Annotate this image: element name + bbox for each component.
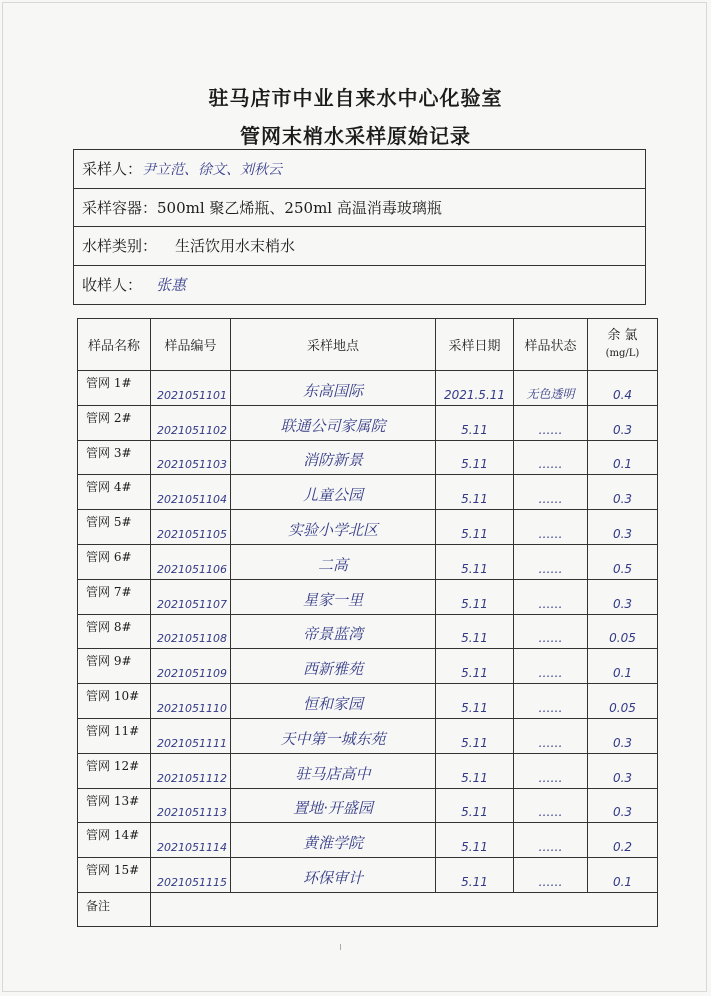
residual-chlorine-cell <box>588 858 658 893</box>
sample-state-cell <box>514 823 588 858</box>
receiver-row <box>74 266 645 305</box>
sample-date-cell <box>436 649 514 684</box>
sample-date: 5.11 <box>461 631 488 646</box>
residual-chlorine: 0.3 <box>612 492 633 507</box>
residual-chlorine-cell <box>588 718 658 753</box>
sample-name-cell: 管网 6# <box>78 544 151 579</box>
sample-location-cell <box>231 405 436 440</box>
sample-location: 驻马店高中 <box>295 764 371 783</box>
remark-label: 备注 <box>78 892 151 926</box>
sample-location-cell <box>231 753 436 788</box>
sample-location: 二高 <box>317 555 348 574</box>
sample-state: …… <box>538 770 563 785</box>
sample-name-cell: 管网 9# <box>78 649 151 684</box>
residual-chlorine: 0.3 <box>612 422 633 437</box>
sample-location: 天中第一城东苑 <box>280 729 386 748</box>
table-row <box>78 718 658 753</box>
type-value: 生活饮用水末梢水 <box>175 237 296 256</box>
sample-state: …… <box>538 422 563 437</box>
sample-location-cell <box>231 684 436 719</box>
sample-code-cell <box>151 544 231 579</box>
sample-state-cell <box>514 649 588 684</box>
sample-date-cell <box>436 614 514 649</box>
residual-chlorine: 0.05 <box>609 700 636 715</box>
table-row <box>78 405 658 440</box>
sample-location: 联通公司家属院 <box>280 416 386 435</box>
sample-date-cell <box>436 753 514 788</box>
sample-code: 2021051107 <box>157 597 227 611</box>
sampling-table <box>77 318 658 927</box>
sample-location: 恒和家园 <box>302 694 363 713</box>
sample-code: 2021051109 <box>157 667 227 681</box>
residual-chlorine-cell <box>588 405 658 440</box>
sample-code-cell <box>151 788 231 823</box>
container-label: 采样容器： <box>82 198 158 217</box>
sample-name-cell: 管网 10# <box>78 684 151 719</box>
sample-name-cell: 管网 11# <box>78 718 151 753</box>
sample-date: 5.11 <box>461 492 488 507</box>
container-value: 500ml 聚乙烯瓶、250ml 高温消毒玻璃瓶 <box>157 198 442 217</box>
sample-code-cell <box>151 718 231 753</box>
sample-state: …… <box>538 700 563 715</box>
residual-chlorine: 0.5 <box>612 561 633 576</box>
sample-state-cell <box>514 405 588 440</box>
sample-date: 5.11 <box>461 526 488 541</box>
sample-date-cell <box>436 405 514 440</box>
table-row <box>78 614 658 649</box>
sample-location-cell <box>231 788 436 823</box>
residual-chlorine-cell <box>588 440 658 475</box>
sample-date-cell <box>436 858 514 893</box>
sample-code: 2021051113 <box>157 806 227 820</box>
table-row <box>78 823 658 858</box>
sample-location: 帝景蓝湾 <box>302 625 363 644</box>
sample-location-cell <box>231 544 436 579</box>
sample-name-cell: 管网 7# <box>78 579 151 614</box>
sample-state: …… <box>538 457 563 472</box>
sample-state-cell <box>514 475 588 510</box>
sample-code-cell <box>151 753 231 788</box>
sample-location: 西新雅苑 <box>302 660 363 679</box>
sample-location-cell <box>231 823 436 858</box>
sampler-value: 尹立范、徐文、刘秋云 <box>142 161 283 178</box>
sample-code-cell <box>151 579 231 614</box>
sampler-label: 采样人： <box>82 160 143 179</box>
sample-location-cell <box>231 649 436 684</box>
sample-name-cell: 管网 2# <box>78 405 151 440</box>
sample-state: …… <box>538 526 563 541</box>
sample-date: 5.11 <box>461 561 488 576</box>
sample-location: 东高国际 <box>302 381 363 400</box>
type-row <box>74 227 645 266</box>
sample-location-cell <box>231 510 436 545</box>
residual-chlorine: 0.1 <box>612 666 633 681</box>
sample-code: 2021051114 <box>157 841 227 855</box>
sample-location-cell <box>231 475 436 510</box>
residual-chlorine: 0.3 <box>612 526 633 541</box>
table-row <box>78 788 658 823</box>
record-title: 管网末梢水采样原始记录 <box>240 124 471 148</box>
sample-location: 黄淮学院 <box>302 834 363 853</box>
residual-chlorine: 0.05 <box>609 631 636 646</box>
sample-location: 实验小学北区 <box>287 520 378 539</box>
header-name: 样品名称 <box>78 319 151 371</box>
sample-code: 2021051112 <box>157 771 227 785</box>
sample-state-cell <box>514 858 588 893</box>
header-code: 样品编号 <box>151 319 231 371</box>
residual-chlorine: 0.3 <box>612 805 633 820</box>
sample-name-cell: 管网 13# <box>78 788 151 823</box>
sample-code-cell <box>151 405 231 440</box>
sample-location: 儿童公园 <box>302 486 363 505</box>
sample-name-cell: 管网 14# <box>78 823 151 858</box>
sample-code-cell <box>151 823 231 858</box>
container-row <box>74 189 645 228</box>
residual-chlorine-cell <box>588 614 658 649</box>
residual-chlorine-cell <box>588 579 658 614</box>
sample-date: 5.11 <box>461 874 488 889</box>
type-label: 水样类别： <box>82 237 158 256</box>
residual-chlorine: 0.4 <box>612 387 633 402</box>
sample-state: …… <box>538 666 563 681</box>
sample-date: 2021.5.11 <box>443 387 506 402</box>
table-row <box>78 579 658 614</box>
sample-code: 2021051103 <box>157 458 227 472</box>
residual-chlorine: 0.1 <box>612 874 633 889</box>
residual-chlorine-cell <box>588 475 658 510</box>
sample-location: 消防新景 <box>302 451 363 470</box>
sample-state-cell <box>514 371 588 406</box>
residual-chlorine-cell <box>588 788 658 823</box>
table-row <box>78 684 658 719</box>
sample-code-cell <box>151 649 231 684</box>
sample-date: 5.11 <box>461 840 488 855</box>
sample-state: …… <box>538 492 563 507</box>
header-date: 采样日期 <box>436 319 514 371</box>
residual-chlorine-cell <box>588 753 658 788</box>
sample-state: …… <box>538 596 563 611</box>
receiver-label: 收样人： <box>82 276 143 295</box>
table-row <box>78 440 658 475</box>
sample-code-cell <box>151 510 231 545</box>
sample-code-cell <box>151 440 231 475</box>
sample-code-cell <box>151 858 231 893</box>
residual-chlorine-cell <box>588 823 658 858</box>
sample-state-cell <box>514 544 588 579</box>
residual-chlorine-cell <box>588 544 658 579</box>
sample-location-cell <box>231 858 436 893</box>
sample-code: 2021051108 <box>157 632 227 646</box>
header-location: 采样地点 <box>231 319 436 371</box>
header-state: 样品状态 <box>514 319 588 371</box>
sample-location-cell <box>231 718 436 753</box>
residual-chlorine: 0.2 <box>612 840 633 855</box>
sample-name-cell: 管网 4# <box>78 475 151 510</box>
residual-chlorine-cell <box>588 684 658 719</box>
sample-code: 2021051101 <box>157 388 227 402</box>
sample-code: 2021051115 <box>157 875 227 889</box>
sample-date-cell <box>436 823 514 858</box>
info-box <box>73 149 646 305</box>
sample-code: 2021051104 <box>157 493 227 507</box>
table-row <box>78 753 658 788</box>
residual-chlorine: 0.3 <box>612 735 633 750</box>
sample-name-cell: 管网 1# <box>78 371 151 406</box>
sample-name-cell: 管网 3# <box>78 440 151 475</box>
sample-name-cell: 管网 8# <box>78 614 151 649</box>
sample-date-cell <box>436 440 514 475</box>
residual-chlorine-cell <box>588 371 658 406</box>
sample-date-cell <box>436 475 514 510</box>
table-row <box>78 371 658 406</box>
sample-code-cell <box>151 371 231 406</box>
header-chlorine-label: 余 氯 <box>607 327 638 343</box>
residual-chlorine: 0.1 <box>612 457 633 472</box>
sample-state: 无色透明 <box>526 386 575 401</box>
sample-date-cell <box>436 684 514 719</box>
sampler-row <box>74 150 645 189</box>
receiver-value: 张惠 <box>156 276 187 295</box>
sample-name-cell: 管网 12# <box>78 753 151 788</box>
sample-date: 5.11 <box>461 596 488 611</box>
sample-code-cell <box>151 475 231 510</box>
sample-code-cell <box>151 614 231 649</box>
sample-location: 置地·开盛园 <box>293 799 373 818</box>
scan-mark <box>340 944 341 950</box>
sample-date: 5.11 <box>461 805 488 820</box>
sample-state-cell <box>514 510 588 545</box>
sample-state-cell <box>514 440 588 475</box>
sample-location: 环保审计 <box>302 868 363 887</box>
table-row <box>78 475 658 510</box>
sample-code: 2021051102 <box>157 423 227 437</box>
sample-location-cell <box>231 371 436 406</box>
sample-date-cell <box>436 371 514 406</box>
sample-date: 5.11 <box>461 457 488 472</box>
sample-location-cell <box>231 579 436 614</box>
sample-date-cell <box>436 510 514 545</box>
residual-chlorine: 0.3 <box>612 596 633 611</box>
sample-date-cell <box>436 788 514 823</box>
sample-date: 5.11 <box>461 666 488 681</box>
sample-code: 2021051111 <box>157 736 227 750</box>
sample-state-cell <box>514 718 588 753</box>
sample-code: 2021051106 <box>157 562 227 576</box>
sample-state-cell <box>514 579 588 614</box>
sample-state: …… <box>538 840 563 855</box>
sample-state-cell <box>514 684 588 719</box>
sample-state: …… <box>538 631 563 646</box>
sample-location-cell <box>231 614 436 649</box>
sample-date: 5.11 <box>461 700 488 715</box>
header-chlorine <box>588 319 658 371</box>
sample-date: 5.11 <box>461 770 488 785</box>
sample-code: 2021051110 <box>157 701 227 715</box>
table-header-row <box>78 319 658 371</box>
sample-code: 2021051105 <box>157 527 227 541</box>
table-row <box>78 544 658 579</box>
sample-state-cell <box>514 788 588 823</box>
sample-date-cell <box>436 718 514 753</box>
remark-row <box>78 892 658 926</box>
sample-state: …… <box>538 805 563 820</box>
sample-date: 5.11 <box>461 422 488 437</box>
header-chlorine-unit: (mg/L) <box>605 347 640 359</box>
sample-date: 5.11 <box>461 735 488 750</box>
table-row <box>78 649 658 684</box>
residual-chlorine: 0.3 <box>612 770 633 785</box>
sample-location-cell <box>231 440 436 475</box>
sample-location: 星家一里 <box>302 590 363 609</box>
table-row <box>78 510 658 545</box>
sample-state: …… <box>538 561 563 576</box>
sample-name-cell: 管网 15# <box>78 858 151 893</box>
sample-state: …… <box>538 874 563 889</box>
sample-date-cell <box>436 544 514 579</box>
sample-state-cell <box>514 614 588 649</box>
sample-state: …… <box>538 735 563 750</box>
remark-value <box>151 892 658 926</box>
org-title: 驻马店市中业自来水中心化验室 <box>208 86 503 110</box>
table-row <box>78 858 658 893</box>
sample-code-cell <box>151 684 231 719</box>
sample-name-cell: 管网 5# <box>78 510 151 545</box>
residual-chlorine-cell <box>588 649 658 684</box>
sample-state-cell <box>514 753 588 788</box>
sample-date-cell <box>436 579 514 614</box>
residual-chlorine-cell <box>588 510 658 545</box>
